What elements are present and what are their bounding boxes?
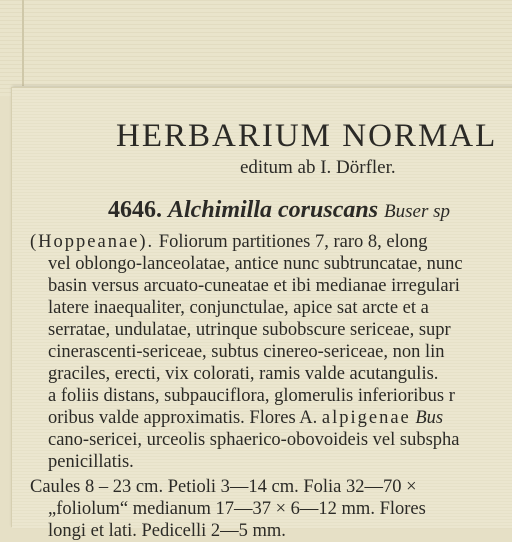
label-title: HERBARIUM NORMAL [116, 118, 498, 154]
measurements-line-1: Caules 8 – 23 cm. Petioli 3—14 cm. Folia 32—70 × [30, 477, 417, 497]
description-line-9-c: Bus [410, 408, 444, 428]
measurements-line-3: longi et lati. Pedicelli 2—5 mm. [48, 521, 286, 541]
species-heading [108, 197, 450, 224]
background-sheet-edge [22, 0, 24, 86]
description-line-7: graciles, erecti, vix colorati, ramis valde acutangulis. [48, 364, 439, 384]
section-name: (Hoppeanae). [30, 232, 155, 252]
measurements-line-2: „foliolum“ medianum 17—37 × 6—12 mm. Flores [48, 499, 426, 519]
description-line-8: a foliis distans, subpauciflora, glomerulis inferioribus r [48, 386, 455, 406]
description-line-11: penicillatis. [48, 452, 134, 472]
label-subtitle: editum ab I. Dörfler. [240, 157, 396, 178]
description-line-9 [48, 408, 443, 429]
species-number: 4646. [108, 197, 162, 223]
description-line-3: basin versus arcuato-cuneatae et ibi medianae irregulari [48, 276, 460, 296]
description-line-10: cano-sericei, urceolis sphaerico-obovoideis vel subspha [48, 430, 460, 450]
description-line-1-text: Foliorum partitiones 7, raro 8, elong [154, 232, 428, 252]
description-line-5: serratae, undulatae, utrinque subobscure sericeae, supr [48, 320, 451, 340]
description-line-9-b: alpigenae [321, 408, 411, 428]
background-sheet [0, 0, 512, 96]
description-line-1 [30, 232, 428, 253]
description-line-2: vel oblongo-lanceolatae, antice nunc subtruncatae, nunc [48, 254, 463, 274]
description-line-6: cinerascenti-sericeae, subtus cinereo-sericeae, non lin [48, 342, 445, 362]
description-line-4: latere inaequaliter, conjunctulae, apice sat arcte et a [48, 298, 429, 318]
species-author: Buser sp [384, 201, 451, 222]
species-name: Alchimilla coruscans [168, 197, 379, 223]
description-line-9-a: oribus valde approximatis. Flores A. [48, 408, 322, 428]
